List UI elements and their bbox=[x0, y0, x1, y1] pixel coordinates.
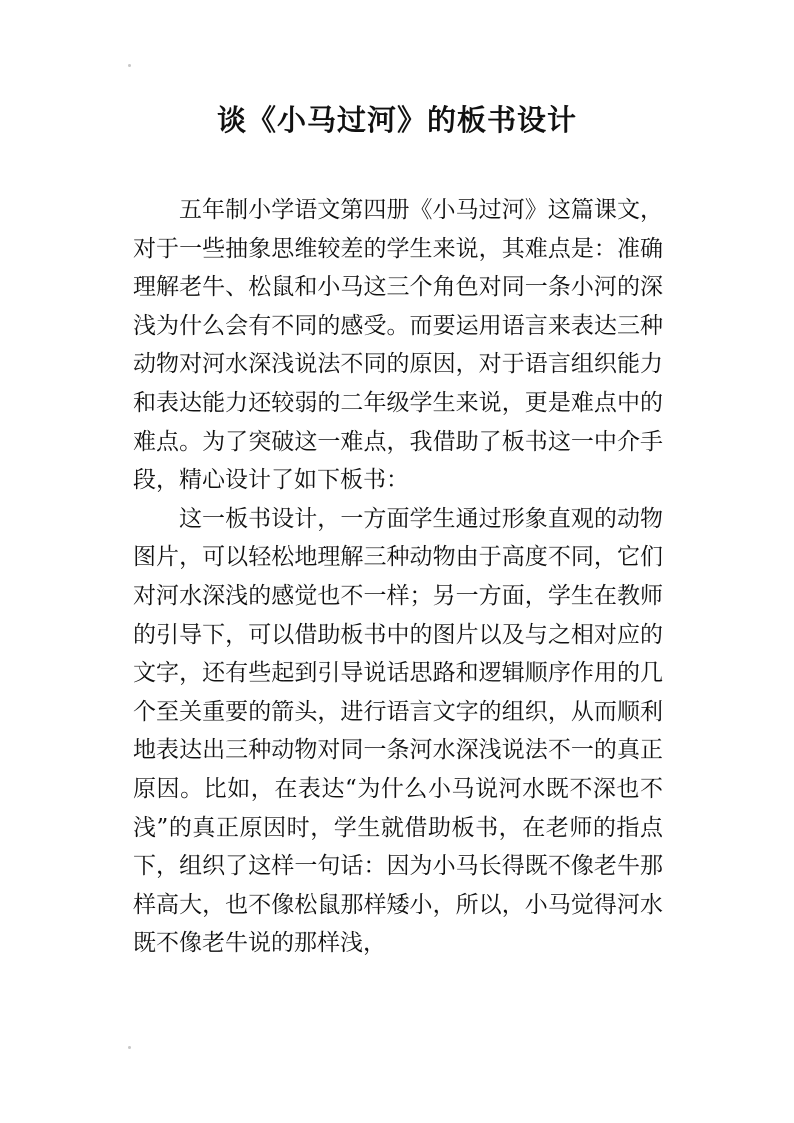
paragraph-2: 这一板书设计，一方面学生通过形象直观的动物图片，可以轻松地理解三种动物由于高度不同，它们对河水深浅的感觉也不一样；另一方面，学生在教师的引导下，可以借助板书中的图片以及与之相对应的文字，还有些起到引导说话思路和逻辑顺序作用的几个至关重要的箭头，进行语言文字的组织，从而顺利地表达出三种动物对同一条河水深浅说法不一的真正原因。比如，在表达“为什么小马说河水既不深也不浅”的真正原因时，学生就借助板书，在老师的指点下，组织了这样一句话：因为小马长得既不像老牛那样高大，也不像松鼠那样矮小，所以，小马觉得河水既不像老牛说的那样浅， bbox=[133, 505, 663, 957]
document-title: 谈《小马过河》的板书设计 bbox=[216, 103, 577, 137]
paragraph-1: 五年制小学语文第四册《小马过河》这篇课文，对于一些抽象思维较差的学生来说，其难点是：准确理解老牛、松鼠和小马这三个角色对同一条小河的深浅为什么会有不同的感受。而要运用语言来表达三种动物对河水深浅说法不同的原因，对于语言组织能力和表达能力还较弱的二年级学生来说，更是难点中的难点。为了突破这一难点，我借助了板书这一中介手段，精心设计了如下板书： bbox=[133, 197, 663, 494]
document-body bbox=[133, 191, 663, 963]
scan-speck bbox=[128, 64, 131, 67]
scan-speck bbox=[128, 1046, 131, 1049]
